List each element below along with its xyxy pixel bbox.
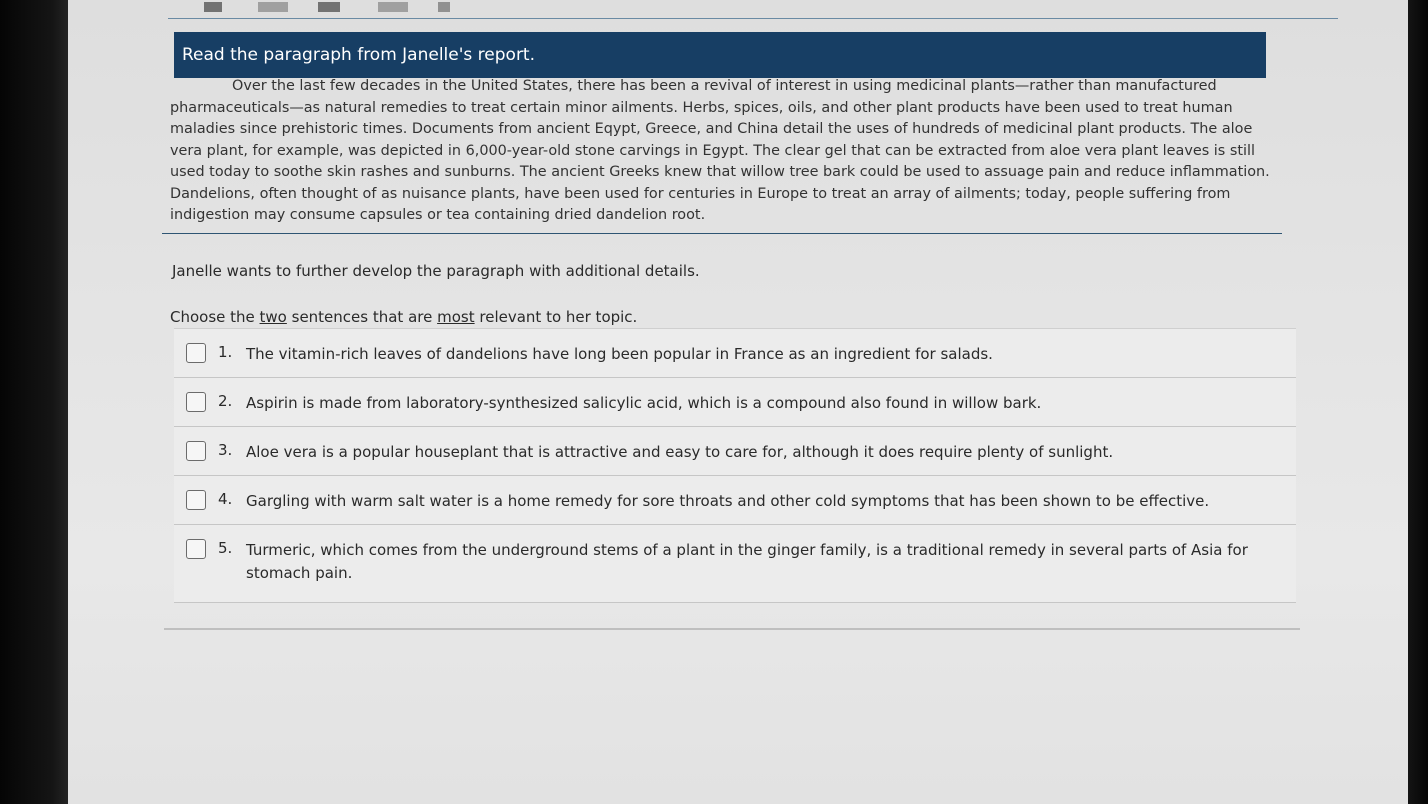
toolbar-icon-4[interactable] [378,2,408,12]
prompt-emphasis-most: most [437,308,475,326]
answer-options-list [174,328,1296,603]
options-bottom-divider [164,628,1300,630]
option-text: Turmeric, which comes from the underground stems of a plant in the ginger family, is a traditional remedy in several parts of Asia for stomach pain. [246,541,1248,582]
option-number: 4. [218,490,233,508]
option-number: 3. [218,441,233,459]
checkbox-option-2[interactable] [186,392,206,412]
option-text: The vitamin-rich leaves of dandelions have long been popular in France as an ingredient for salads. [246,345,993,363]
toolbar-strip [148,0,1348,20]
option-number: 5. [218,539,233,557]
toolbar-icon-5[interactable] [438,2,450,12]
checkbox-option-3[interactable] [186,441,206,461]
answer-option-4[interactable] [174,476,1296,525]
prompt-emphasis-two: two [259,308,287,326]
passage-divider [162,233,1282,234]
question-context: Janelle wants to further develop the paragraph with additional details. [172,262,700,280]
question-prompt [170,308,637,326]
prompt-part-a: Choose the [170,308,260,326]
checkbox-option-5[interactable] [186,539,206,559]
passage-paragraph [170,76,1270,227]
answer-option-1[interactable] [174,329,1296,378]
toolbar-icon-2[interactable] [258,2,288,12]
option-number: 1. [218,343,233,361]
device-bezel-left [0,0,75,804]
toolbar-icon-3[interactable] [318,2,340,12]
option-text: Aspirin is made from laboratory-synthesized salicylic acid, which is a compound also found in willow bark. [246,394,1042,412]
answer-option-2[interactable] [174,378,1296,427]
instruction-banner: Read the paragraph from Janelle's report. [174,32,1266,78]
toolbar-icon-1[interactable] [204,2,222,12]
passage-text: Over the last few decades in the United States, there has been a revival of interest in using medicinal plants—rather than manufactured pharmaceuticals—as natural remedies to treat certain minor ailments. Herbs, spices, oils, and other plant products have been used to treat human maladies since prehistoric times. Documents from ancient Eqypt, Greece, and China detail the uses of hundreds of medicinal plant products. The aloe vera plant, for example, was depicted in 6,000-year-old stone carvings in Egypt. The clear gel that can be extracted from aloe vera plant leaves is still used today to soothe skin rashes and sunburns. The ancient Greeks knew that willow tree bark could be used to assuage pain and reduce inflammation. Dandelions, often thought of as nuisance plants, have been used for centuries in Europe to treat an array of ailments; today, people suffering from indigestion may consume capsules or tea containing dried dandelion root. [170,78,1270,223]
prompt-part-c: sentences that are [286,308,438,326]
answer-option-3[interactable] [174,427,1296,476]
answer-option-5[interactable] [174,525,1296,603]
option-number: 2. [218,392,233,410]
option-text: Gargling with warm salt water is a home remedy for sore throats and other cold symptoms that has been shown to be effective. [246,492,1210,510]
checkbox-option-4[interactable] [186,490,206,510]
prompt-part-e: relevant to her topic. [474,308,638,326]
screen [68,0,1408,804]
checkbox-option-1[interactable] [186,343,206,363]
top-divider [168,18,1338,19]
option-text: Aloe vera is a popular houseplant that is attractive and easy to care for, although it does require plenty of sunlight. [246,443,1114,461]
